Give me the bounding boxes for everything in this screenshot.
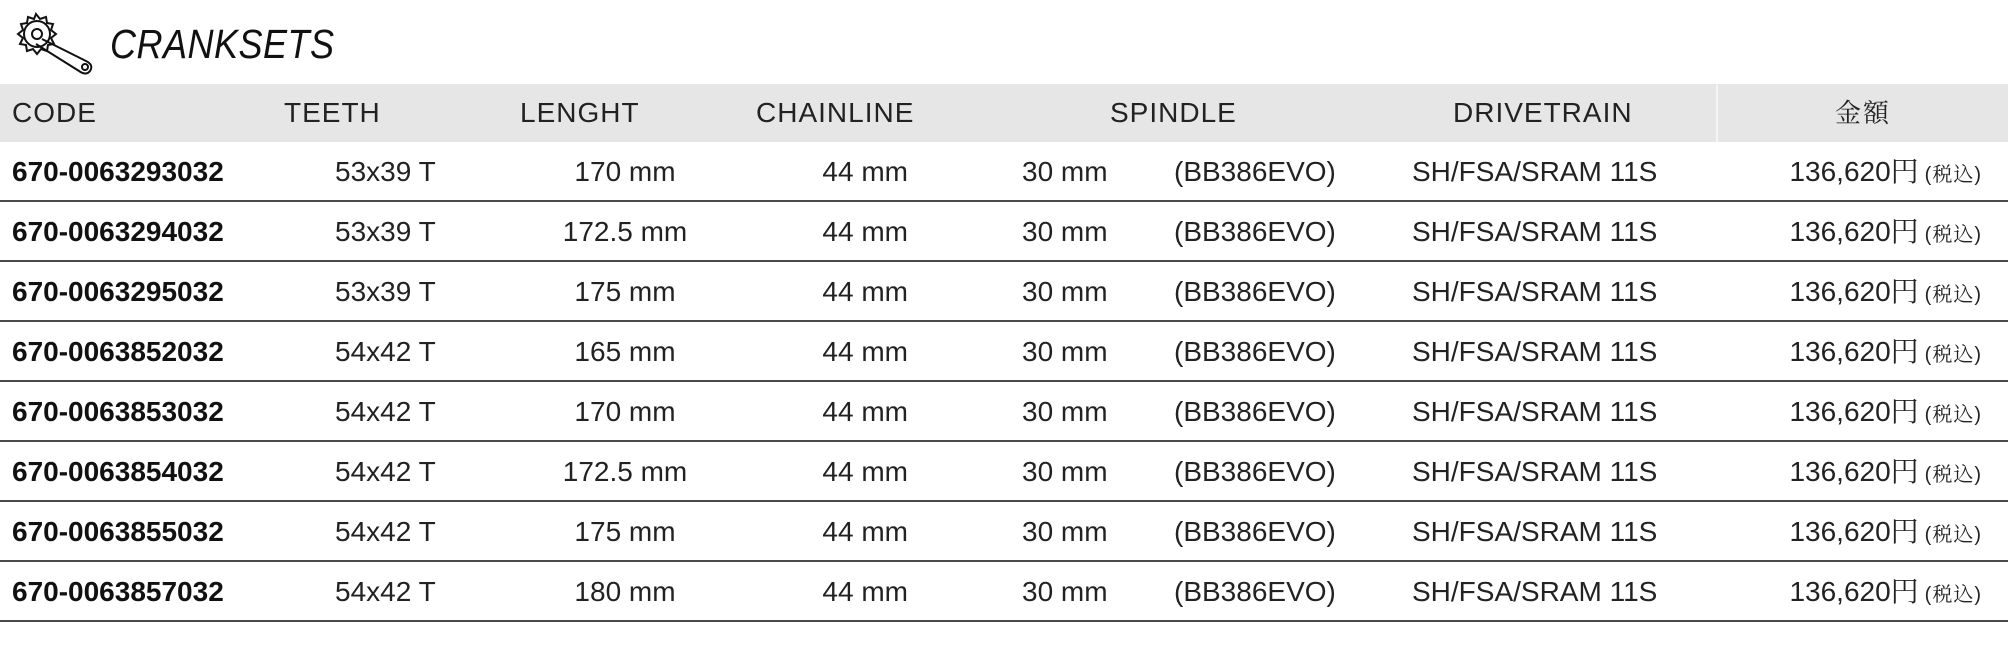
cell-chainline: 44 mm	[822, 276, 908, 307]
cell-code: 670-0063294032	[12, 216, 224, 247]
column-header-drivetrain: DRIVETRAIN	[1453, 97, 1633, 128]
price-value: 136,620円	[1789, 276, 1919, 307]
table-row	[0, 382, 2008, 442]
tax-note: (税込)	[1924, 584, 1982, 606]
cell-drivetrain: SH/FSA/SRAM 11S	[1412, 396, 1658, 427]
cell-bottom-bracket: (BB386EVO)	[1174, 396, 1336, 427]
cell-spindle: 30 mm	[1022, 456, 1108, 487]
cell-code: 670-0063853032	[12, 396, 224, 427]
cell-price	[1789, 442, 1982, 500]
cell-price	[1789, 322, 1982, 380]
cell-chainline: 44 mm	[822, 516, 908, 547]
cell-code: 670-0063852032	[12, 336, 224, 367]
cell-chainline: 44 mm	[822, 336, 908, 367]
cell-length: 172.5 mm	[562, 456, 688, 487]
column-header-code: CODE	[12, 97, 97, 128]
cell-spindle: 30 mm	[1022, 516, 1108, 547]
cell-drivetrain: SH/FSA/SRAM 11S	[1412, 516, 1658, 547]
cell-bottom-bracket: (BB386EVO)	[1174, 576, 1336, 607]
cell-chainline: 44 mm	[822, 156, 908, 187]
price-value: 136,620円	[1789, 576, 1919, 607]
cell-drivetrain: SH/FSA/SRAM 11S	[1412, 576, 1658, 607]
cell-code: 670-0063293032	[12, 156, 224, 187]
cell-bottom-bracket: (BB386EVO)	[1174, 276, 1336, 307]
cell-teeth: 54x42 T	[335, 516, 436, 547]
cell-teeth: 54x42 T	[335, 396, 436, 427]
cell-price	[1789, 262, 1982, 320]
cell-drivetrain: SH/FSA/SRAM 11S	[1412, 156, 1658, 187]
cell-chainline: 44 mm	[822, 216, 908, 247]
column-header-chainline: CHAINLINE	[756, 97, 915, 128]
cell-teeth: 53x39 T	[335, 216, 436, 247]
column-header-spindle: SPINDLE	[1110, 97, 1237, 128]
cell-teeth: 54x42 T	[335, 456, 436, 487]
cell-teeth: 54x42 T	[335, 576, 436, 607]
tax-note: (税込)	[1924, 284, 1982, 306]
tax-note: (税込)	[1924, 524, 1982, 546]
cell-teeth: 53x39 T	[335, 276, 436, 307]
cell-spindle: 30 mm	[1022, 576, 1108, 607]
cell-price	[1789, 502, 1982, 560]
price-value: 136,620円	[1789, 216, 1919, 247]
section-header	[6, 4, 365, 84]
cell-drivetrain: SH/FSA/SRAM 11S	[1412, 456, 1658, 487]
cell-code: 670-0063855032	[12, 516, 224, 547]
cell-bottom-bracket: (BB386EVO)	[1174, 516, 1336, 547]
table-row	[0, 202, 2008, 262]
price-value: 136,620円	[1789, 396, 1919, 427]
price-value: 136,620円	[1789, 456, 1919, 487]
table-row	[0, 322, 2008, 382]
cell-drivetrain: SH/FSA/SRAM 11S	[1412, 336, 1658, 367]
cell-bottom-bracket: (BB386EVO)	[1174, 156, 1336, 187]
cell-length: 180 mm	[574, 576, 676, 607]
cell-price	[1789, 202, 1982, 260]
cell-bottom-bracket: (BB386EVO)	[1174, 216, 1336, 247]
cell-chainline: 44 mm	[822, 396, 908, 427]
cell-spindle: 30 mm	[1022, 216, 1108, 247]
price-value: 136,620円	[1789, 336, 1919, 367]
cell-code: 670-0063854032	[12, 456, 224, 487]
table-row	[0, 142, 2008, 202]
cell-code: 670-0063295032	[12, 276, 224, 307]
column-header-price: 金額	[1716, 84, 2008, 142]
tax-note: (税込)	[1924, 344, 1982, 366]
cell-drivetrain: SH/FSA/SRAM 11S	[1412, 216, 1658, 247]
cell-length: 170 mm	[574, 156, 676, 187]
cell-teeth: 53x39 T	[335, 156, 436, 187]
cell-teeth: 54x42 T	[335, 336, 436, 367]
cell-length: 175 mm	[574, 516, 676, 547]
cell-drivetrain: SH/FSA/SRAM 11S	[1412, 276, 1658, 307]
table-row	[0, 262, 2008, 322]
table-header	[0, 84, 2008, 142]
cell-spindle: 30 mm	[1022, 396, 1108, 427]
cell-bottom-bracket: (BB386EVO)	[1174, 336, 1336, 367]
cranksets-table	[0, 84, 2008, 622]
table-body	[0, 142, 2008, 622]
cell-spindle: 30 mm	[1022, 276, 1108, 307]
cell-chainline: 44 mm	[822, 456, 908, 487]
tax-note: (税込)	[1924, 224, 1982, 246]
cell-price	[1789, 142, 1982, 200]
cell-spindle: 30 mm	[1022, 336, 1108, 367]
cell-spindle: 30 mm	[1022, 156, 1108, 187]
tax-note: (税込)	[1924, 164, 1982, 186]
table-row	[0, 442, 2008, 502]
page-title: CRANKSETS	[110, 20, 335, 67]
crankset-icon	[6, 9, 100, 79]
table-row	[0, 502, 2008, 562]
cell-length: 175 mm	[574, 276, 676, 307]
tax-note: (税込)	[1924, 404, 1982, 426]
cell-length: 165 mm	[574, 336, 676, 367]
cell-length: 170 mm	[574, 396, 676, 427]
price-value: 136,620円	[1789, 156, 1919, 187]
cell-bottom-bracket: (BB386EVO)	[1174, 456, 1336, 487]
cell-chainline: 44 mm	[822, 576, 908, 607]
column-header-teeth: TEETH	[284, 97, 381, 128]
column-header-length: LENGHT	[520, 97, 640, 128]
cell-price	[1789, 382, 1982, 440]
table-row	[0, 562, 2008, 622]
cell-length: 172.5 mm	[562, 216, 688, 247]
cell-price	[1789, 562, 1982, 620]
cell-code: 670-0063857032	[12, 576, 224, 607]
tax-note: (税込)	[1924, 464, 1982, 486]
price-value: 136,620円	[1789, 516, 1919, 547]
